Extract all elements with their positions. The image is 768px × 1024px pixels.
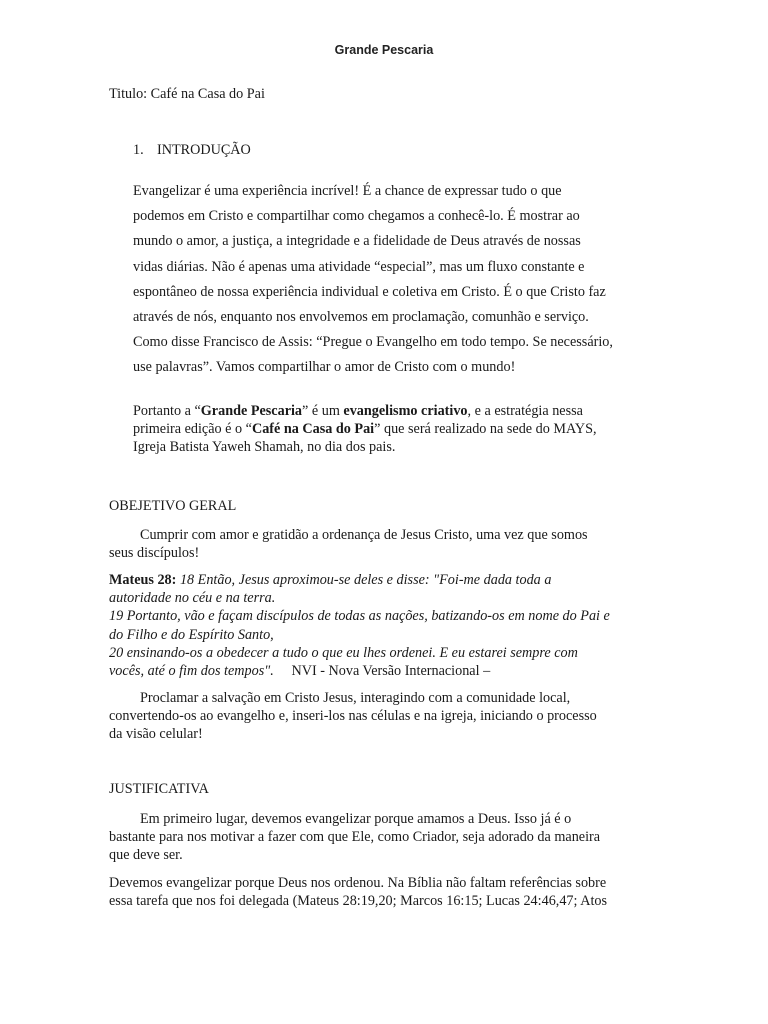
document-title: Titulo: Café na Casa do Pai	[109, 86, 265, 102]
text-run: ” que será realizado na sede do MAYS,	[374, 421, 597, 438]
paragraph-line: vidas diárias. Não é apenas uma atividade “especial”, mas um fluxo constante e	[133, 258, 585, 275]
verse-line	[109, 662, 669, 680]
paragraph-line: convertendo-os ao evangelho e, inseri-los nas células e na igreja, iniciando o processo	[109, 708, 597, 725]
paragraph-line: podemos em Cristo e compartilhar como chegamos a conhecê-lo. É mostrar ao	[133, 208, 580, 225]
verse-line: 19 Portanto, vão e façam discípulos de todas as nações, batizando-os em nome do Pai e	[109, 608, 610, 625]
introduction-paragraph	[133, 182, 673, 384]
text-run: Portanto a “	[133, 403, 201, 419]
paragraph-line: Igreja Batista Yaweh Shamah, no dia dos pais.	[133, 439, 396, 456]
paragraph-line: mundo o amor, a justiça, a integridade e a fidelidade de Deus através de nossas	[133, 233, 581, 250]
paragraph-line: seus discípulos!	[109, 545, 200, 562]
translation-note: NVI - Nova Versão Internacional –	[273, 663, 491, 680]
evangelismo-criativo-bold: evangelismo criativo	[343, 403, 468, 419]
verse-text: 18 Então, Jesus aproximou-se deles e disse: "Foi-me dada toda a	[176, 572, 552, 588]
paragraph-line: espontâneo de nossa experiência individual e coletiva em Cristo. É o que Cristo faz	[133, 283, 606, 300]
paragraph-line: Proclamar a salvação em Cristo Jesus, interagindo com a comunidade local,	[140, 690, 571, 706]
paragraph-line: Em primeiro lugar, devemos evangelizar porque amamos a Deus. Isso já é o	[140, 811, 572, 827]
objetivo-paragraph	[109, 526, 669, 562]
paragraph-line: através de nós, enquanto nos envolvemos em proclamação, comunhão e serviço.	[133, 308, 589, 325]
justificativa-paragraph-2	[109, 874, 669, 910]
paragraph-line: que deve ser.	[109, 847, 183, 864]
section-number: 1.	[133, 142, 144, 158]
paragraph-line: Devemos evangelizar porque Deus nos ordenou. Na Bíblia não faltam referências sobre	[109, 875, 607, 891]
text-run: , e a estratégia nessa	[467, 403, 583, 419]
paragraph-line: use palavras”. Vamos compartilhar o amor de Cristo com o mundo!	[133, 359, 516, 376]
paragraph-line: essa tarefa que nos foi delegada (Mateus 28:19,20; Marcos 16:15; Lucas 24:46,47; Atos	[109, 893, 608, 910]
text-run: ” é um	[302, 403, 344, 419]
portanto-paragraph	[133, 402, 678, 457]
paragraph-line: da visão celular!	[109, 726, 203, 743]
verse-line	[109, 571, 669, 589]
verse-text: vocês, até o fim dos tempos".	[109, 663, 274, 680]
verse-line: 20 ensinando-os a obedecer a tudo o que eu lhes ordenei. E eu estarei sempre com	[109, 644, 578, 661]
paragraph-line: Como disse Francisco de Assis: “Pregue o Evangelho em todo tempo. Se necessário,	[133, 334, 613, 351]
verse-reference: Mateus 28:	[109, 572, 177, 588]
verse-line: autoridade no céu e na terra.	[109, 590, 276, 607]
section-heading-text: INTRODUÇÃO	[157, 142, 251, 158]
cafe-na-casa-do-pai-bold: Café na Casa do Pai	[251, 421, 375, 438]
paragraph-line: Evangelizar é uma experiência incrível! É a chance de expressar tudo o que	[133, 183, 562, 199]
grande-pescaria-bold: Grande Pescaria	[200, 403, 303, 419]
introduction-heading	[133, 142, 251, 159]
text-run: primeira edição é o “	[133, 421, 252, 438]
paragraph-line	[133, 402, 678, 420]
objetivo-heading: OBEJETIVO GERAL	[109, 498, 237, 514]
objetivo-paragraph-2	[109, 689, 669, 744]
page-header: Grande Pescaria	[334, 43, 434, 57]
paragraph-line: bastante para nos motivar a fazer com que Ele, como Criador, seja adorado da maneira	[109, 829, 601, 846]
bible-verse-block	[109, 571, 669, 680]
justificativa-heading: JUSTIFICATIVA	[109, 781, 209, 797]
verse-line: do Filho e do Espírito Santo,	[109, 626, 274, 643]
paragraph-line: Cumprir com amor e gratidão a ordenança de Jesus Cristo, uma vez que somos	[140, 527, 588, 543]
paragraph-line	[133, 420, 678, 438]
justificativa-paragraph	[109, 810, 669, 865]
